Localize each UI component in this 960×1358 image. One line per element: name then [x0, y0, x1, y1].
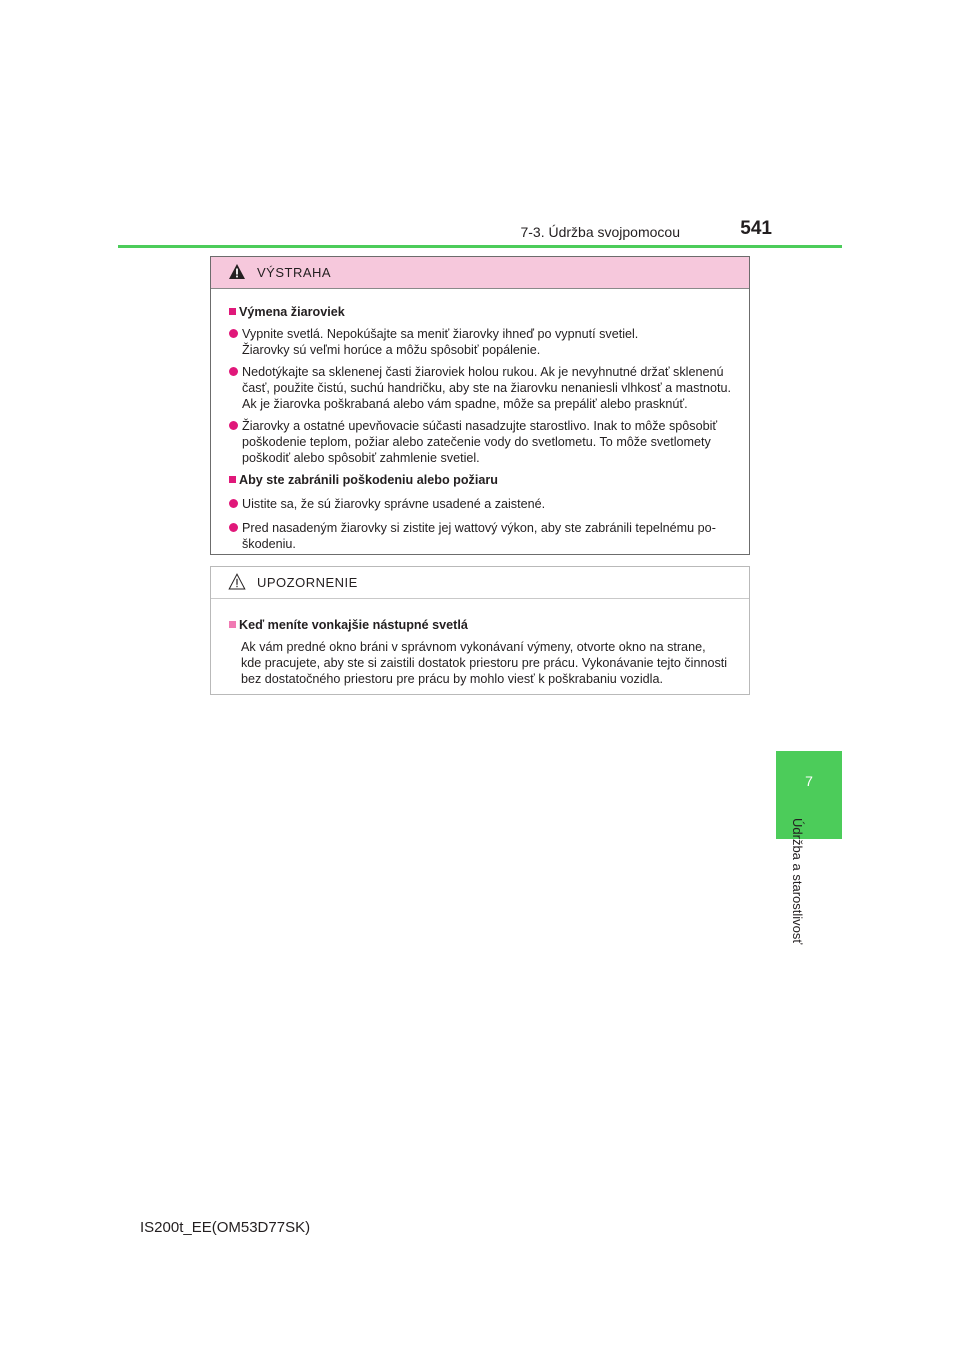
square-bullet-icon [229, 621, 236, 628]
round-bullet-icon [229, 499, 238, 508]
notice-header [211, 567, 749, 599]
caution-outline-icon [228, 573, 246, 590]
warning-box [210, 256, 750, 555]
warning-body [211, 289, 749, 552]
square-bullet-icon [229, 476, 236, 483]
notice-title: UPOZORNENIE [257, 575, 358, 590]
round-bullet-icon [229, 523, 238, 532]
warning-header [211, 257, 749, 289]
round-bullet-icon [229, 367, 238, 376]
round-bullet-icon [229, 421, 238, 430]
section-title: 7-3. Údržba svojpomocou [520, 224, 680, 240]
chapter-number: 7 [805, 773, 813, 789]
list-item: Nedotýkajte sa sklenenej časti žiaroviek holou rukou. Ak je nevyhnutné držať sklenenú časť, použite čistú, suchú handričku, aby ste na žiarovku nenaniesli vlhkosť a mastnotu. Ak je žiarovka poškrabaná alebo vám spadne, môže sa prepáliť alebo prasknúť. [228, 364, 743, 412]
list-item: Vypnite svetlá. Nepokúšajte sa meniť žiarovky ihneď po vypnutí svetiel. Žiarovky sú veľmi horúce a môžu spôsobiť popálenie. [228, 326, 743, 358]
warning-section-heading: Aby ste zabránili poškodeniu alebo požiaru [228, 472, 743, 488]
document-code: IS200t_EE(OM53D77SK) [140, 1219, 311, 1236]
list-item: Uistite sa, že sú žiarovky správne usadené a zaistené. [228, 496, 743, 512]
notice-paragraph: Ak vám predné okno bráni v správnom vykonávaní výmeny, otvorte okno na strane, kde pracujete, aby ste si zaistili dostatok priestoru pre prácu. Vykonávanie tejto činnosti bez dostatočného priestoru pre prácu by mohlo viesť k poškrabaniu vozidla. [241, 640, 728, 686]
page-header [118, 214, 842, 248]
warning-title: VÝSTRAHA [257, 265, 332, 280]
notice-heading: Keď meníte vonkajšie nástupné svetlá [228, 617, 743, 633]
chapter-name: Údržba a starostlivosť [790, 818, 805, 945]
warning-section-heading: Výmena žiaroviek [228, 304, 743, 320]
round-bullet-icon [229, 329, 238, 338]
notice-box [210, 566, 750, 695]
header-rule [118, 245, 842, 248]
square-bullet-icon [229, 308, 236, 315]
notice-body [211, 599, 749, 687]
warning-triangle-icon [228, 263, 246, 280]
list-item: Pred nasadeným žiarovky si zistite jej wattový výkon, aby ste zabránili tepelnému po- škodeniu. [228, 520, 743, 552]
list-item: Žiarovky a ostatné upevňovacie súčasti nasadzujte starostlivo. Inak to môže spôsobiť poškodenie teplom, požiar alebo zatečenie vody do svetlometu. To môže svetlomety poškodiť alebo spôsobiť zahmlenie svetiel. [228, 418, 743, 466]
page-number: 541 [740, 218, 772, 239]
